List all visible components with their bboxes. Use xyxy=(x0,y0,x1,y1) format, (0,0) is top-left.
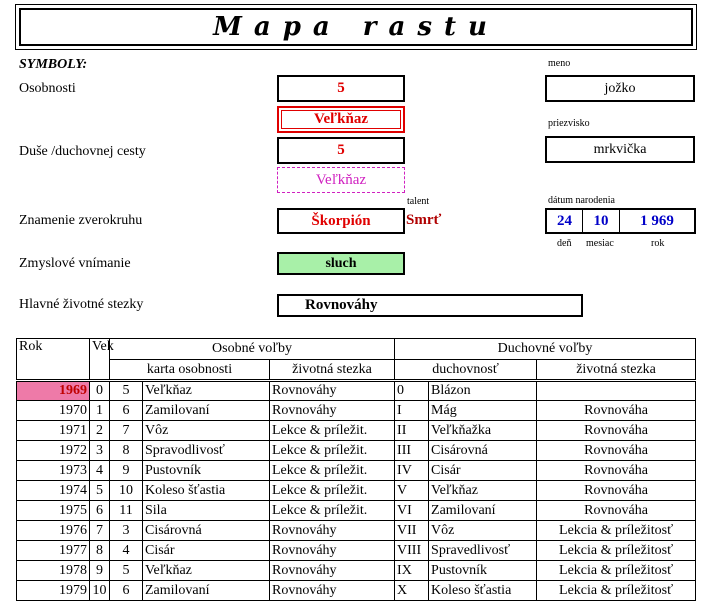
surname-cell[interactable]: mrkvička xyxy=(545,136,695,163)
age-cell[interactable]: 0 xyxy=(90,381,110,401)
table-row xyxy=(17,581,696,601)
age-cell[interactable]: 4 xyxy=(90,461,110,481)
age-cell[interactable]: 9 xyxy=(90,561,110,581)
birth-day-cell[interactable]: 24 xyxy=(557,212,572,229)
card-number-cell[interactable]: 10 xyxy=(110,481,143,501)
path-cell[interactable]: Lekce & príležit. xyxy=(270,501,395,521)
header-vek: Vek xyxy=(90,339,110,381)
spirit-cell[interactable]: Blázon xyxy=(429,381,537,401)
path-cell[interactable]: Rovnováhy xyxy=(270,401,395,421)
year-cell[interactable]: 1977 xyxy=(17,541,90,561)
table-row xyxy=(17,561,696,581)
zodiac-label: Znamenie zverokruhu xyxy=(19,213,143,228)
page-title: Mapa rastu xyxy=(19,8,693,46)
title-frame xyxy=(15,4,697,50)
path-cell[interactable]: Rovnováhy xyxy=(270,541,395,561)
year-cell[interactable]: 1972 xyxy=(17,441,90,461)
table-row xyxy=(17,381,696,401)
card-cell[interactable]: Cisárovná xyxy=(143,521,270,541)
card-number-cell[interactable]: 9 xyxy=(110,461,143,481)
age-cell[interactable]: 8 xyxy=(90,541,110,561)
header-path2: životná stezka xyxy=(537,360,696,381)
personality-number-cell[interactable]: 5 xyxy=(277,75,405,102)
spirit-cell[interactable]: Zamilovaní xyxy=(429,501,537,521)
year-cell[interactable]: 1974 xyxy=(17,481,90,501)
year-cell[interactable]: 1971 xyxy=(17,421,90,441)
talent-value: Smrť xyxy=(406,212,442,228)
roman-cell[interactable]: IV xyxy=(395,461,429,481)
spirit-path-cell[interactable]: Rovnováha xyxy=(537,481,696,501)
path-cell[interactable]: Rovnováhy xyxy=(270,581,395,601)
card-cell[interactable]: Zamilovaní xyxy=(143,581,270,601)
card-cell[interactable]: Cisár xyxy=(143,541,270,561)
spirit-path-cell[interactable]: Rovnováha xyxy=(537,441,696,461)
roman-cell[interactable]: X xyxy=(395,581,429,601)
spirit-path-cell[interactable]: Rovnováha xyxy=(537,401,696,421)
life-path-cell[interactable]: Rovnováhy xyxy=(277,294,583,317)
roman-cell[interactable]: VI xyxy=(395,501,429,521)
roman-cell[interactable]: V xyxy=(395,481,429,501)
roman-cell[interactable]: IX xyxy=(395,561,429,581)
spirit-cell[interactable]: Vôz xyxy=(429,521,537,541)
spirit-cell[interactable]: Mág xyxy=(429,401,537,421)
age-cell[interactable]: 1 xyxy=(90,401,110,421)
senses-label: Zmyslové vnímanie xyxy=(19,256,131,271)
table-row xyxy=(17,401,696,421)
card-number-cell[interactable]: 6 xyxy=(110,581,143,601)
table-row xyxy=(17,501,696,521)
card-cell[interactable]: Pustovník xyxy=(143,461,270,481)
header-spiritual: Duchovné voľby xyxy=(395,339,696,360)
zodiac-cell[interactable]: Škorpión xyxy=(277,208,405,234)
header-card: karta osobnosti xyxy=(110,360,270,381)
year-cell[interactable]: 1975 xyxy=(17,501,90,521)
path-cell[interactable]: Rovnováhy xyxy=(270,521,395,541)
age-cell[interactable]: 3 xyxy=(90,441,110,461)
card-number-cell[interactable]: 8 xyxy=(110,441,143,461)
path-cell[interactable]: Lekce & príležit. xyxy=(270,441,395,461)
header-personal: Osobné voľby xyxy=(110,339,395,360)
talent-label: talent xyxy=(407,196,430,207)
roman-cell[interactable]: VIII xyxy=(395,541,429,561)
card-number-cell[interactable]: 6 xyxy=(110,401,143,421)
header-rok: Rok xyxy=(17,339,90,381)
spirit-cell[interactable]: Spravedlivosť xyxy=(429,541,537,561)
card-number-cell[interactable]: 5 xyxy=(110,381,143,401)
table-row xyxy=(17,541,696,561)
header-path: životná stezka xyxy=(270,360,395,381)
spirit-cell[interactable]: Cisár xyxy=(429,461,537,481)
path-cell[interactable]: Lekce & príležit. xyxy=(270,481,395,501)
card-cell[interactable]: Spravodlivosť xyxy=(143,441,270,461)
year-cell[interactable]: 1979 xyxy=(17,581,90,601)
spirit-cell[interactable]: Pustovník xyxy=(429,561,537,581)
card-number-cell[interactable]: 4 xyxy=(110,541,143,561)
month-label: mesiac xyxy=(586,238,614,249)
spirit-path-cell[interactable]: Rovnováha xyxy=(537,421,696,441)
soul-card-cell[interactable]: Veľkňaz xyxy=(277,167,405,193)
spirit-cell[interactable]: Veľkňaz xyxy=(429,481,537,501)
card-cell[interactable]: Veľkňaz xyxy=(143,561,270,581)
card-cell[interactable]: Vôz xyxy=(143,421,270,441)
spirit-path-cell[interactable]: Rovnováha xyxy=(537,501,696,521)
card-cell[interactable]: Sila xyxy=(143,501,270,521)
roman-cell[interactable]: 0 xyxy=(395,381,429,401)
table-row xyxy=(17,421,696,441)
spirit-path-cell[interactable]: Lekcia & príležitosť xyxy=(537,541,696,561)
card-number-cell[interactable]: 3 xyxy=(110,521,143,541)
personality-card-cell[interactable]: Veľkňaz xyxy=(277,106,405,133)
surname-label: priezvisko xyxy=(548,118,590,129)
spirit-cell[interactable]: Koleso šťastia xyxy=(429,581,537,601)
roman-cell[interactable]: VII xyxy=(395,521,429,541)
roman-cell[interactable]: III xyxy=(395,441,429,461)
age-cell[interactable]: 7 xyxy=(90,521,110,541)
path-cell[interactable]: Lekce & príležit. xyxy=(270,461,395,481)
spirit-cell[interactable]: Veľkňažka xyxy=(429,421,537,441)
name-label: meno xyxy=(548,58,571,69)
path-cell[interactable]: Rovnováhy xyxy=(270,561,395,581)
spirit-path-cell[interactable]: Lekcia & príležitosť xyxy=(537,521,696,541)
card-number-cell[interactable]: 5 xyxy=(110,561,143,581)
birth-month-cell[interactable]: 10 xyxy=(593,212,609,229)
card-cell[interactable]: Koleso šťastia xyxy=(143,481,270,501)
day-label: deň xyxy=(557,238,572,249)
symbols-heading: SYMBOLY: xyxy=(19,57,88,72)
path-cell[interactable]: Lekce & príležit. xyxy=(270,421,395,441)
table-row xyxy=(17,521,696,541)
birth-label: dátum narodenia xyxy=(548,195,615,206)
age-cell[interactable]: 2 xyxy=(90,421,110,441)
spirit-path-cell[interactable]: Rovnováha xyxy=(537,461,696,481)
year-cell[interactable]: 1978 xyxy=(17,561,90,581)
table-row xyxy=(17,481,696,501)
spirit-path-cell[interactable]: Lekcia & príležitosť xyxy=(537,561,696,581)
year-label: rok xyxy=(651,238,665,249)
path-cell[interactable]: Rovnováhy xyxy=(270,381,395,401)
spirit-path-cell[interactable] xyxy=(537,381,696,401)
life-path-label: Hlavné životné stezky xyxy=(19,297,144,312)
spirit-cell[interactable]: Cisárovná xyxy=(429,441,537,461)
card-cell[interactable]: Veľkňaz xyxy=(143,381,270,401)
table-row xyxy=(17,441,696,461)
card-cell[interactable]: Zamilovaní xyxy=(143,401,270,421)
spirit-path-cell[interactable]: Lekcia & príležitosť xyxy=(537,581,696,601)
name-cell[interactable]: jožko xyxy=(545,75,695,102)
personality-label: Osobnosti xyxy=(19,81,76,96)
card-number-cell[interactable]: 7 xyxy=(110,421,143,441)
header-spirit: duchovnosť xyxy=(395,360,537,381)
roman-cell[interactable]: I xyxy=(395,401,429,421)
age-cell[interactable]: 6 xyxy=(90,501,110,521)
soul-label: Duše /duchovnej cesty xyxy=(19,144,146,159)
table-row xyxy=(17,461,696,481)
growth-table xyxy=(16,338,696,601)
age-cell[interactable]: 10 xyxy=(90,581,110,601)
year-cell[interactable]: 1973 xyxy=(17,461,90,481)
year-cell[interactable]: 1970 xyxy=(17,401,90,421)
soul-number-cell[interactable]: 5 xyxy=(277,137,405,164)
roman-cell[interactable]: II xyxy=(395,421,429,441)
senses-cell[interactable]: sluch xyxy=(277,252,405,275)
card-number-cell[interactable]: 11 xyxy=(110,501,143,521)
year-cell[interactable]: 1969 xyxy=(17,381,90,401)
birth-year-cell[interactable]: 1 969 xyxy=(640,212,674,229)
age-cell[interactable]: 5 xyxy=(90,481,110,501)
year-cell[interactable]: 1976 xyxy=(17,521,90,541)
